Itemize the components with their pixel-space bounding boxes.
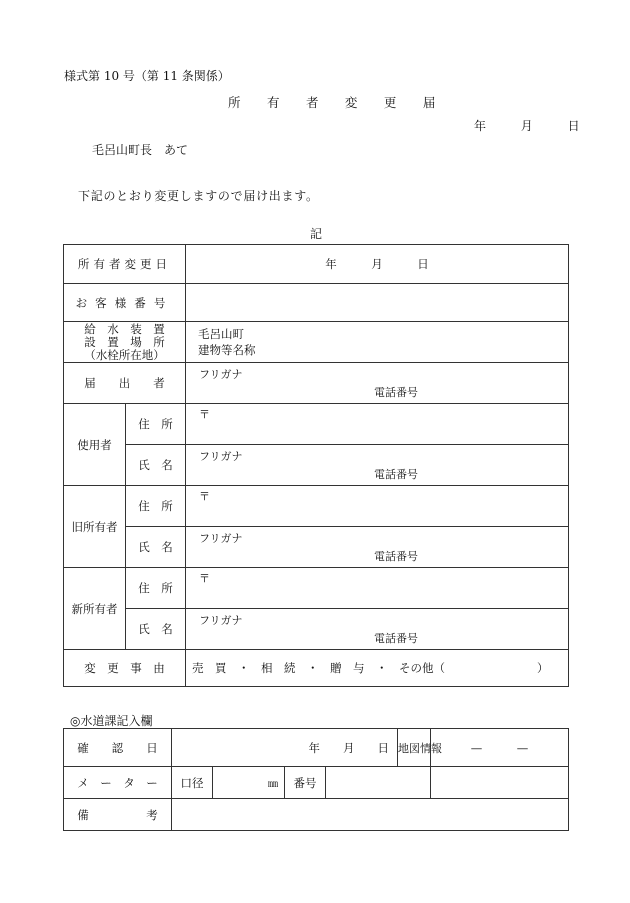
applicant-row [64,363,569,404]
change-date-field[interactable]: 年 月 日 [186,245,569,284]
former-owner-furigana: フリガナ [199,532,243,545]
new-owner-name-field[interactable] [186,609,569,650]
user-postal-mark: 〒 [199,408,210,421]
confirm-date-row [64,729,569,767]
former-owner-address-label: 住 所 [126,486,186,527]
former-owner-name-field[interactable] [186,527,569,568]
new-owner-postal-mark: 〒 [199,572,210,585]
former-owner-address-row [64,486,569,527]
customer-number-label: お客様番号 [64,284,186,322]
addressee: 毛呂山町長 あて [92,143,189,157]
applicant-furigana: フリガナ [199,368,243,381]
number-field[interactable] [326,767,431,799]
new-owner-address-label: 住 所 [126,568,186,609]
former-owner-label: 旧所有者 [64,486,126,568]
reason-row [64,650,569,687]
meter-extra-field[interactable] [431,767,569,799]
user-name-label: 氏 名 [126,445,186,486]
new-owner-name-label: 氏 名 [126,609,186,650]
location-label [64,322,186,363]
reason-options[interactable]: 売 買 ・ 相 続 ・ 贈 与 ・ その他（ ） [186,650,569,687]
remarks-label: 備 考 [64,799,172,831]
bore-field[interactable]: ㎜ [213,767,285,799]
location-label-line1: 給 水 装 置 [84,321,165,336]
new-owner-label: 新所有者 [64,568,126,650]
new-owner-address-field[interactable] [186,568,569,609]
former-owner-phone: 電話番号 [374,550,418,563]
bore-label: 口径 [172,767,213,799]
applicant-label: 届 出 者 [64,363,186,404]
map-info-field[interactable]: — — [431,729,569,767]
office-section-heading: ◎水道課記入欄 [70,714,153,728]
change-date-label: 所有者変更日 [64,245,186,284]
location-field[interactable] [186,322,569,363]
confirm-date-label: 確 認 日 [64,729,172,767]
user-phone: 電話番号 [374,468,418,481]
user-address-row [64,404,569,445]
confirm-date-field[interactable]: 年 月 日 [172,729,398,767]
meter-row [64,767,569,799]
new-owner-name-row [64,609,569,650]
user-address-label: 住 所 [126,404,186,445]
user-name-row [64,445,569,486]
customer-number-row [64,284,569,322]
remarks-field[interactable] [172,799,569,831]
map-info-label: 地図情報 [398,729,431,767]
new-owner-furigana: フリガナ [199,614,243,627]
form-number: 様式第 10 号（第 11 条関係） [64,69,230,83]
location-label-line3: （水栓所在地） [84,347,165,362]
user-label: 使用者 [64,404,126,486]
location-label-line2: 設 置 場 所 [84,334,165,349]
remarks-row [64,799,569,831]
meter-label: メ ー タ ー [64,767,172,799]
new-owner-phone: 電話番号 [374,632,418,645]
intro-text: 下記のとおり変更しますので届け出ます。 [78,189,319,203]
reason-label: 変 更 事 由 [64,650,186,687]
ki-label: 記 [310,227,323,241]
former-owner-postal-mark: 〒 [199,490,210,503]
customer-number-field[interactable] [186,284,569,322]
new-owner-address-row [64,568,569,609]
user-address-field[interactable] [186,404,569,445]
change-date-row [64,245,569,284]
number-label: 番号 [285,767,326,799]
former-owner-address-field[interactable] [186,486,569,527]
user-furigana: フリガナ [199,450,243,463]
former-owner-name-label: 氏 名 [126,527,186,568]
applicant-phone: 電話番号 [374,386,418,399]
ownership-change-table [63,244,569,687]
user-name-field[interactable] [186,445,569,486]
applicant-field[interactable] [186,363,569,404]
page-title: 所 有 者 変 更 届 [228,95,447,110]
former-owner-name-row [64,527,569,568]
location-row [64,322,569,363]
location-town: 毛呂山町 [198,327,244,341]
office-table [63,728,569,831]
date-line: 年 月 日 [474,119,584,133]
location-building-name: 建物等名称 [198,343,256,357]
